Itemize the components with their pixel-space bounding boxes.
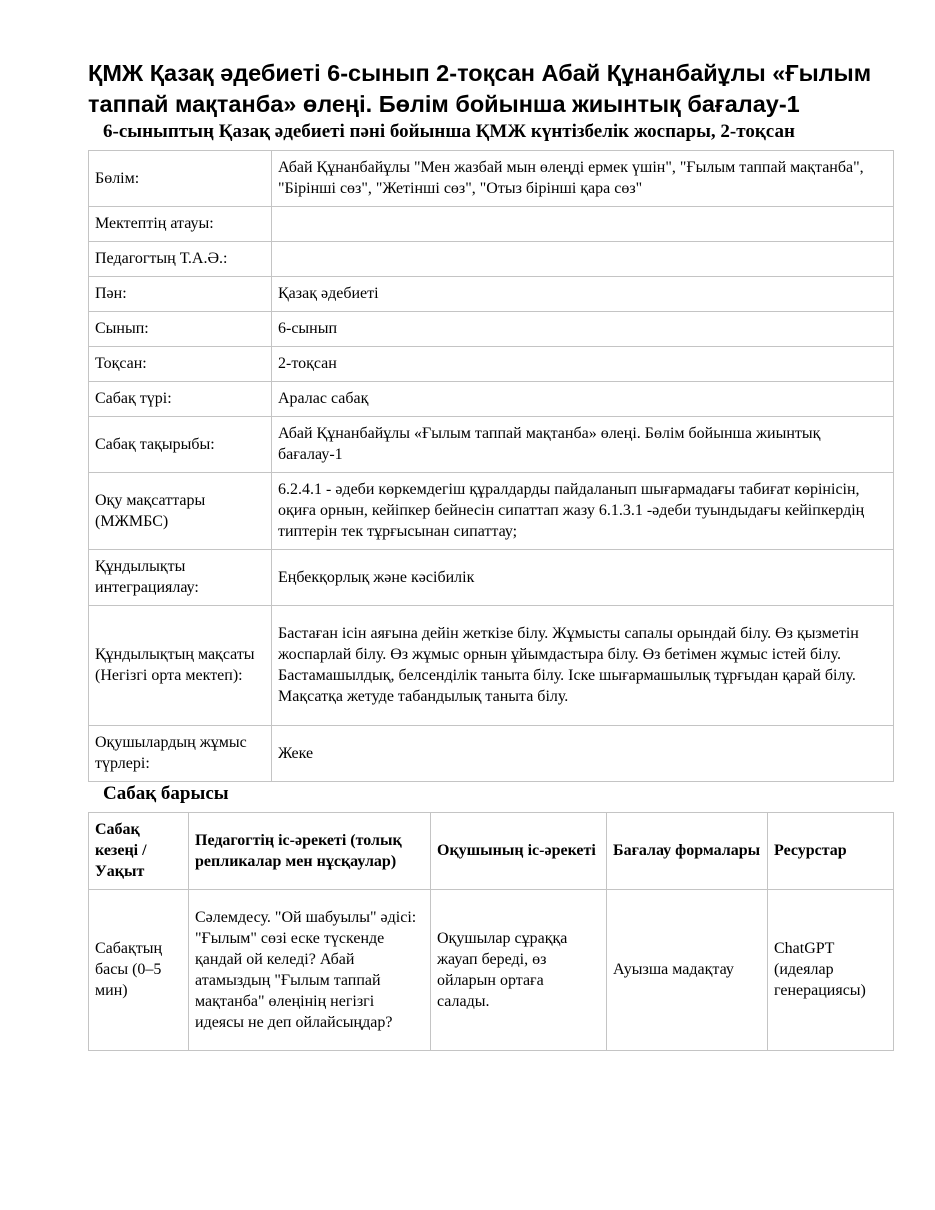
cell-student: Оқушылар сұраққа жауап береді, өз ойларын ортаға салады. — [431, 890, 607, 1051]
plan-info-table — [88, 150, 894, 782]
row-value: Аралас сабақ — [272, 382, 894, 417]
row-value: Қазақ әдебиеті — [272, 277, 894, 312]
row-label: Оқушылардың жұмыс түрлері: — [89, 726, 272, 782]
table-row — [89, 473, 894, 550]
page-title: ҚМЖ Қазақ әдебиеті 6-сынып 2-тоқсан Абай Құнанбайұлы «Ғылым таппай мақтанба» өлеңі. Бөлім бойынша жиынтық бағалау-1 — [88, 60, 872, 117]
lesson-heading: Сабақ барысы — [103, 783, 229, 804]
row-value: Бастаған ісін аяғына дейін жеткізе білу. Жұмысты сапалы орындай білу. Өз қызметін жоспарлай білу. Өз жұмыс орнын ұйымдастыра білу. Өз бетімен жұмыс істей білу. Бастамашылдық, белсенділік таныта білу. Іске шығармашылық тұрғыдан қарай білу. Мақсатқа жетуде табандылық таныта білу. — [272, 606, 894, 726]
row-value: Еңбекқорлық және кәсібилік — [272, 550, 894, 606]
table-row — [89, 606, 894, 726]
cell-resources: ChatGPT (идеялар генерациясы) — [768, 890, 894, 1051]
row-value — [272, 242, 894, 277]
row-label: Сынып: — [89, 312, 272, 347]
table-row — [89, 312, 894, 347]
row-label: Құндылықтың мақсаты (Негізгі орта мектеп): — [89, 606, 272, 726]
column-header-stage: Сабақ кезеңі / Уақыт — [89, 813, 189, 890]
lesson-process-table — [88, 812, 894, 1051]
column-header-student: Оқушының іс-әрекеті — [431, 813, 607, 890]
row-label: Бөлім: — [89, 151, 272, 207]
row-value: 6.2.4.1 - әдеби көркемдегіш құралдарды пайдаланып шығармадағы табиғат көрінісін, оқиға орнын, кейіпкер бейнесін сипаттап жазу 6.1.3.1 -әдеби туындыдағы кейіпкердің типтерін тек тұрғысынан сипаттау; — [272, 473, 894, 550]
table-row — [89, 726, 894, 782]
row-value: Абай Құнанбайұлы «Ғылым таппай мақтанба» өлеңі. Бөлім бойынша жиынтық бағалау-1 — [272, 417, 894, 473]
column-header-assessment: Бағалау формалары — [607, 813, 768, 890]
row-label: Педагогтың Т.А.Ә.: — [89, 242, 272, 277]
row-label: Пән: — [89, 277, 272, 312]
table-row — [89, 277, 894, 312]
column-header-resources: Ресурстар — [768, 813, 894, 890]
row-value: 6-сынып — [272, 312, 894, 347]
table-header-row — [89, 813, 894, 890]
row-label: Тоқсан: — [89, 347, 272, 382]
cell-stage: Сабақтың басы (0–5 мин) — [89, 890, 189, 1051]
plan-heading: 6-сыныптың Қазақ әдебиеті пәні бойынша ҚМЖ күнтізбелік жоспары, 2-тоқсан — [103, 121, 795, 142]
row-label: Сабақ тақырыбы: — [89, 417, 272, 473]
row-value — [272, 207, 894, 242]
table-row — [89, 417, 894, 473]
table-row — [89, 151, 894, 207]
document-page — [88, 58, 893, 1051]
row-value: Жеке — [272, 726, 894, 782]
row-value: 2-тоқсан — [272, 347, 894, 382]
table-row — [89, 207, 894, 242]
cell-teacher: Сәлемдесу. "Ой шабуылы" әдісі: "Ғылым" сөзі еске түскенде қандай ой келеді? Абай атамыздың "Ғылым таппай мақтанба" өлеңінің негізгі идеясы не деп ойлайсыңдар? — [189, 890, 431, 1051]
cell-assessment: Ауызша мадақтау — [607, 890, 768, 1051]
row-label: Сабақ түрі: — [89, 382, 272, 417]
column-header-teacher: Педагогтің іс-әрекеті (толық репликалар мен нұсқаулар) — [189, 813, 431, 890]
table-row — [89, 242, 894, 277]
table-row — [89, 890, 894, 1051]
row-value: Абай Құнанбайұлы "Мен жазбай мын өлеңді ермек үшін", "Ғылым таппай мақтанба", "Бірінші сөз", "Жетінші сөз", "Отыз бірінші қара сөз" — [272, 151, 894, 207]
table-row — [89, 550, 894, 606]
row-label: Мектептің атауы: — [89, 207, 272, 242]
row-label: Құндылықты интеграциялау: — [89, 550, 272, 606]
row-label: Оқу мақсаттары (МЖМБС) — [89, 473, 272, 550]
table-row — [89, 347, 894, 382]
table-row — [89, 382, 894, 417]
